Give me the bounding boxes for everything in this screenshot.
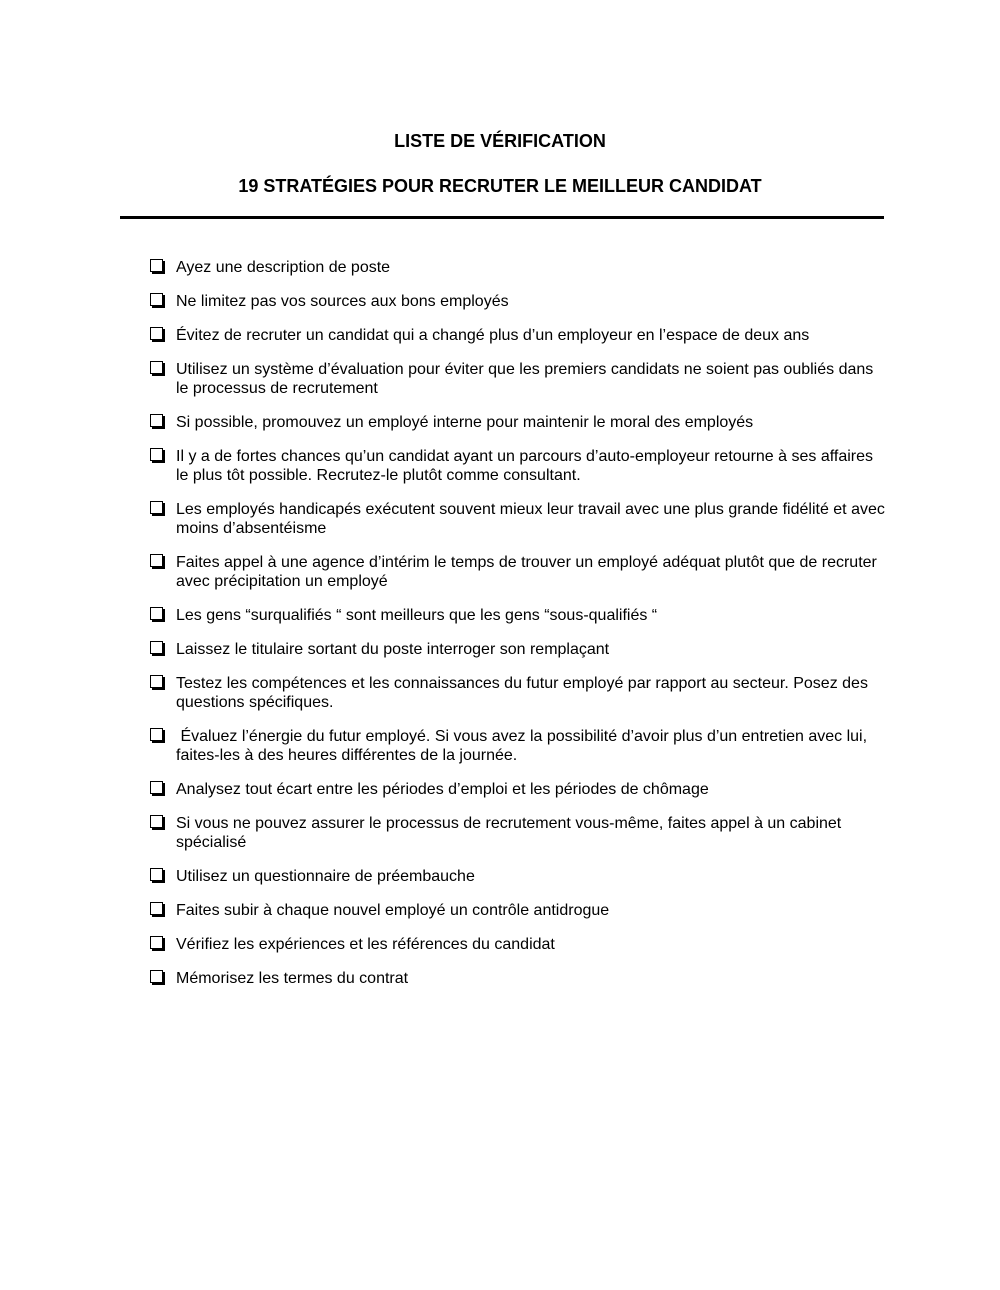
checklist-item	[148, 867, 888, 886]
checklist-item	[148, 727, 888, 765]
checklist-item	[148, 326, 888, 345]
checklist-item-text: Faites appel à une agence d’intérim le temps de trouver un employé adéquat plutôt que de recruter avec précipitation un employé	[176, 554, 882, 590]
checklist-item	[148, 935, 888, 954]
checklist-item	[148, 413, 888, 432]
checklist-item	[148, 780, 888, 799]
checklist-item-text: Les employés handicapés exécutent souvent mieux leur travail avec une plus grande fidélité et avec moins d’absentéisme	[176, 501, 890, 537]
checklist-item-text: Faites subir à chaque nouvel employé un contrôle antidrogue	[176, 902, 610, 919]
checklist-item-text: Mémorisez les termes du contrat	[176, 970, 409, 987]
document-subtitle: 19 STRATÉGIES POUR RECRUTER LE MEILLEUR CANDIDAT	[238, 176, 762, 196]
checkbox-icon[interactable]	[150, 970, 163, 983]
document-title: LISTE DE VÉRIFICATION	[394, 131, 606, 151]
checklist-item	[148, 447, 888, 485]
checkbox-icon[interactable]	[150, 936, 163, 949]
checklist-item	[148, 360, 888, 398]
checklist-item	[148, 814, 888, 852]
checklist-item-text: Utilisez un questionnaire de préembauche	[176, 868, 475, 885]
checklist-item	[148, 500, 888, 538]
checklist-item-text: Si possible, promouvez un employé interne pour maintenir le moral des employés	[176, 414, 754, 431]
checklist	[148, 258, 888, 1003]
checklist-item-text: Analysez tout écart entre les périodes d’emploi et les périodes de chômage	[176, 781, 709, 798]
checklist-item-text: Ayez une description de poste	[176, 259, 391, 276]
checkbox-icon[interactable]	[150, 641, 163, 654]
checkbox-icon[interactable]	[150, 327, 163, 340]
checklist-item-text: Vérifiez les expériences et les références du candidat	[176, 936, 555, 953]
checklist-item	[148, 553, 888, 591]
checklist-item	[148, 258, 888, 277]
checkbox-icon[interactable]	[150, 781, 163, 794]
checkbox-icon[interactable]	[150, 501, 163, 514]
checkbox-icon[interactable]	[150, 675, 163, 688]
checklist-item	[148, 674, 888, 712]
checkbox-icon[interactable]	[150, 259, 163, 272]
checkbox-icon[interactable]	[150, 607, 163, 620]
checkbox-icon[interactable]	[150, 868, 163, 881]
checklist-item-text: Évitez de recruter un candidat qui a changé plus d’un employeur en l’espace de deux ans	[176, 327, 810, 344]
checkbox-icon[interactable]	[150, 293, 163, 306]
checkbox-icon[interactable]	[150, 414, 163, 427]
checkbox-icon[interactable]	[150, 361, 163, 374]
checklist-item	[148, 901, 888, 920]
checklist-item-text: Ne limitez pas vos sources aux bons employés	[176, 293, 509, 310]
checkbox-icon[interactable]	[150, 728, 163, 741]
checklist-item-text: Laissez le titulaire sortant du poste interroger son remplaçant	[176, 641, 610, 658]
checklist-item-text: Testez les compétences et les connaissances du futur employé par rapport au secteur. Posez des questions spécifiques.	[176, 675, 873, 711]
checklist-item-text: Utilisez un système d’évaluation pour éviter que les premiers candidats ne soient pas oubliés dans le processus de recrutement	[176, 361, 878, 397]
checklist-item-text: Les gens “surqualifiés “ sont meilleurs que les gens “sous-qualifiés “	[176, 607, 658, 624]
checklist-item	[148, 606, 888, 625]
checklist-item	[148, 292, 888, 311]
divider	[120, 216, 884, 219]
checkbox-icon[interactable]	[150, 448, 163, 461]
checkbox-icon[interactable]	[150, 902, 163, 915]
checklist-item	[148, 640, 888, 659]
checklist-item-text: Si vous ne pouvez assurer le processus de recrutement vous-même, faites appel à un cabinet spécialisé	[176, 815, 846, 851]
checklist-item	[148, 969, 888, 988]
checklist-item-text: Il y a de fortes chances qu’un candidat ayant un parcours d’auto-employeur retourne à ses affaires le plus tôt possible. Recrutez-le plutôt comme consultant.	[176, 448, 878, 484]
checkbox-icon[interactable]	[150, 815, 163, 828]
checkbox-icon[interactable]	[150, 554, 163, 567]
checklist-item-text: Évaluez l’énergie du futur employé. Si vous avez la possibilité d’avoir plus d’un entretien avec lui, faites-les à des heures différentes de la journée.	[176, 728, 872, 764]
